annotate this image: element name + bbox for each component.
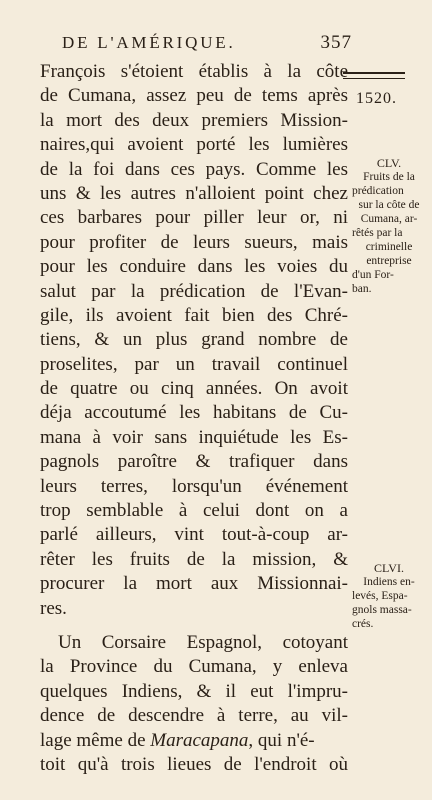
text-line: pagnols paroître & trafiquer dans xyxy=(40,451,348,473)
text-line: proselites, par un travail continuel xyxy=(40,353,348,375)
margin-note-line: sur la côte de xyxy=(358,199,420,211)
margin-note-number: CLV. xyxy=(376,156,402,170)
margin-note-line: prédication xyxy=(352,185,404,197)
text-line: de quatre ou cinq années. On avoit xyxy=(40,378,348,400)
text-line: parlé ailleurs, vint tout-à-coup ar- xyxy=(40,524,348,546)
text-line: de la foi dans ces pays. Comme les xyxy=(40,158,348,180)
margin-note-line: rêtés par la xyxy=(352,227,403,239)
margin-year: 1520. xyxy=(356,90,397,107)
text-line xyxy=(40,729,348,753)
margin-rule xyxy=(343,72,405,79)
margin-note-line: criminelle xyxy=(365,241,413,253)
margin-note-line: Fruits de la xyxy=(363,171,415,183)
body-text xyxy=(40,60,348,777)
text-line: Un Corsaire Espagnol, cotoyant xyxy=(58,631,348,653)
margin-note-line: gnols massa- xyxy=(352,604,412,616)
text-line: res. xyxy=(40,597,67,619)
text-line: rêter les fruits de la mission, & xyxy=(40,548,348,570)
margin-note-line: crés. xyxy=(352,618,374,630)
text-line: la mort des deux premiers Mission- xyxy=(40,109,348,131)
text-line-end: , qui n'é- xyxy=(248,729,315,751)
text-line: pour profiter de leurs sueurs, mais xyxy=(40,231,348,253)
text-line: procurer la mort aux Missionnai- xyxy=(40,573,348,595)
text-line: dence de descendre à terre, au vil- xyxy=(40,705,348,727)
page-header xyxy=(62,32,352,54)
margin-note-line: Cumana, ar- xyxy=(360,213,418,225)
text-line: quelques Indiens, & il eut l'impru- xyxy=(40,680,348,702)
text-line: mana à voir sans inquiétude les Es- xyxy=(40,426,348,448)
text-line: ces barbares pour piller leur or, ni xyxy=(40,207,348,229)
page-number: 357 xyxy=(320,32,352,53)
place-name-maracapana: Maracapana xyxy=(150,729,249,751)
text-line: gile, ils avoient fait bien des Chré- xyxy=(40,304,348,326)
margin-note-line: ban. xyxy=(352,283,372,295)
text-line: trop semblable à celui dont on a xyxy=(40,500,348,522)
margin-note-line: Indiens en- xyxy=(363,576,415,588)
margin-note-number: CLVI. xyxy=(374,561,404,575)
running-head: DE L'AMÉRIQUE. xyxy=(62,33,236,52)
text-line: de Cumana, assez peu de tems après xyxy=(40,85,348,107)
text-line: déja accoutumé les habitans de Cu- xyxy=(40,402,348,424)
text-line: la Province du Cumana, y enleva xyxy=(40,656,348,678)
margin-note-clvi xyxy=(352,562,426,631)
text-line-start: lage même de xyxy=(40,729,151,751)
text-line: pour les conduire dans les voies du xyxy=(40,256,348,278)
margin-note-line: entreprise xyxy=(366,255,412,267)
text-line: leurs terres, lorsqu'un événement xyxy=(40,475,348,497)
text-line: salut par la prédication de l'Evan- xyxy=(40,280,348,302)
margin-note-line: d'un For- xyxy=(352,269,394,281)
text-line: naires,qui avoient porté les lumières xyxy=(40,134,348,156)
text-line: François s'étoient établis à la côte xyxy=(40,61,348,82)
text-line: uns & les autres n'alloient point chez xyxy=(40,182,348,204)
text-line: toit qu'à trois lieues de l'endroit où xyxy=(40,753,348,775)
text-line: tiens, & un plus grand nombre de xyxy=(40,329,348,351)
margin-note-line: levés, Espa- xyxy=(352,590,408,602)
margin-note-clv xyxy=(352,157,426,296)
